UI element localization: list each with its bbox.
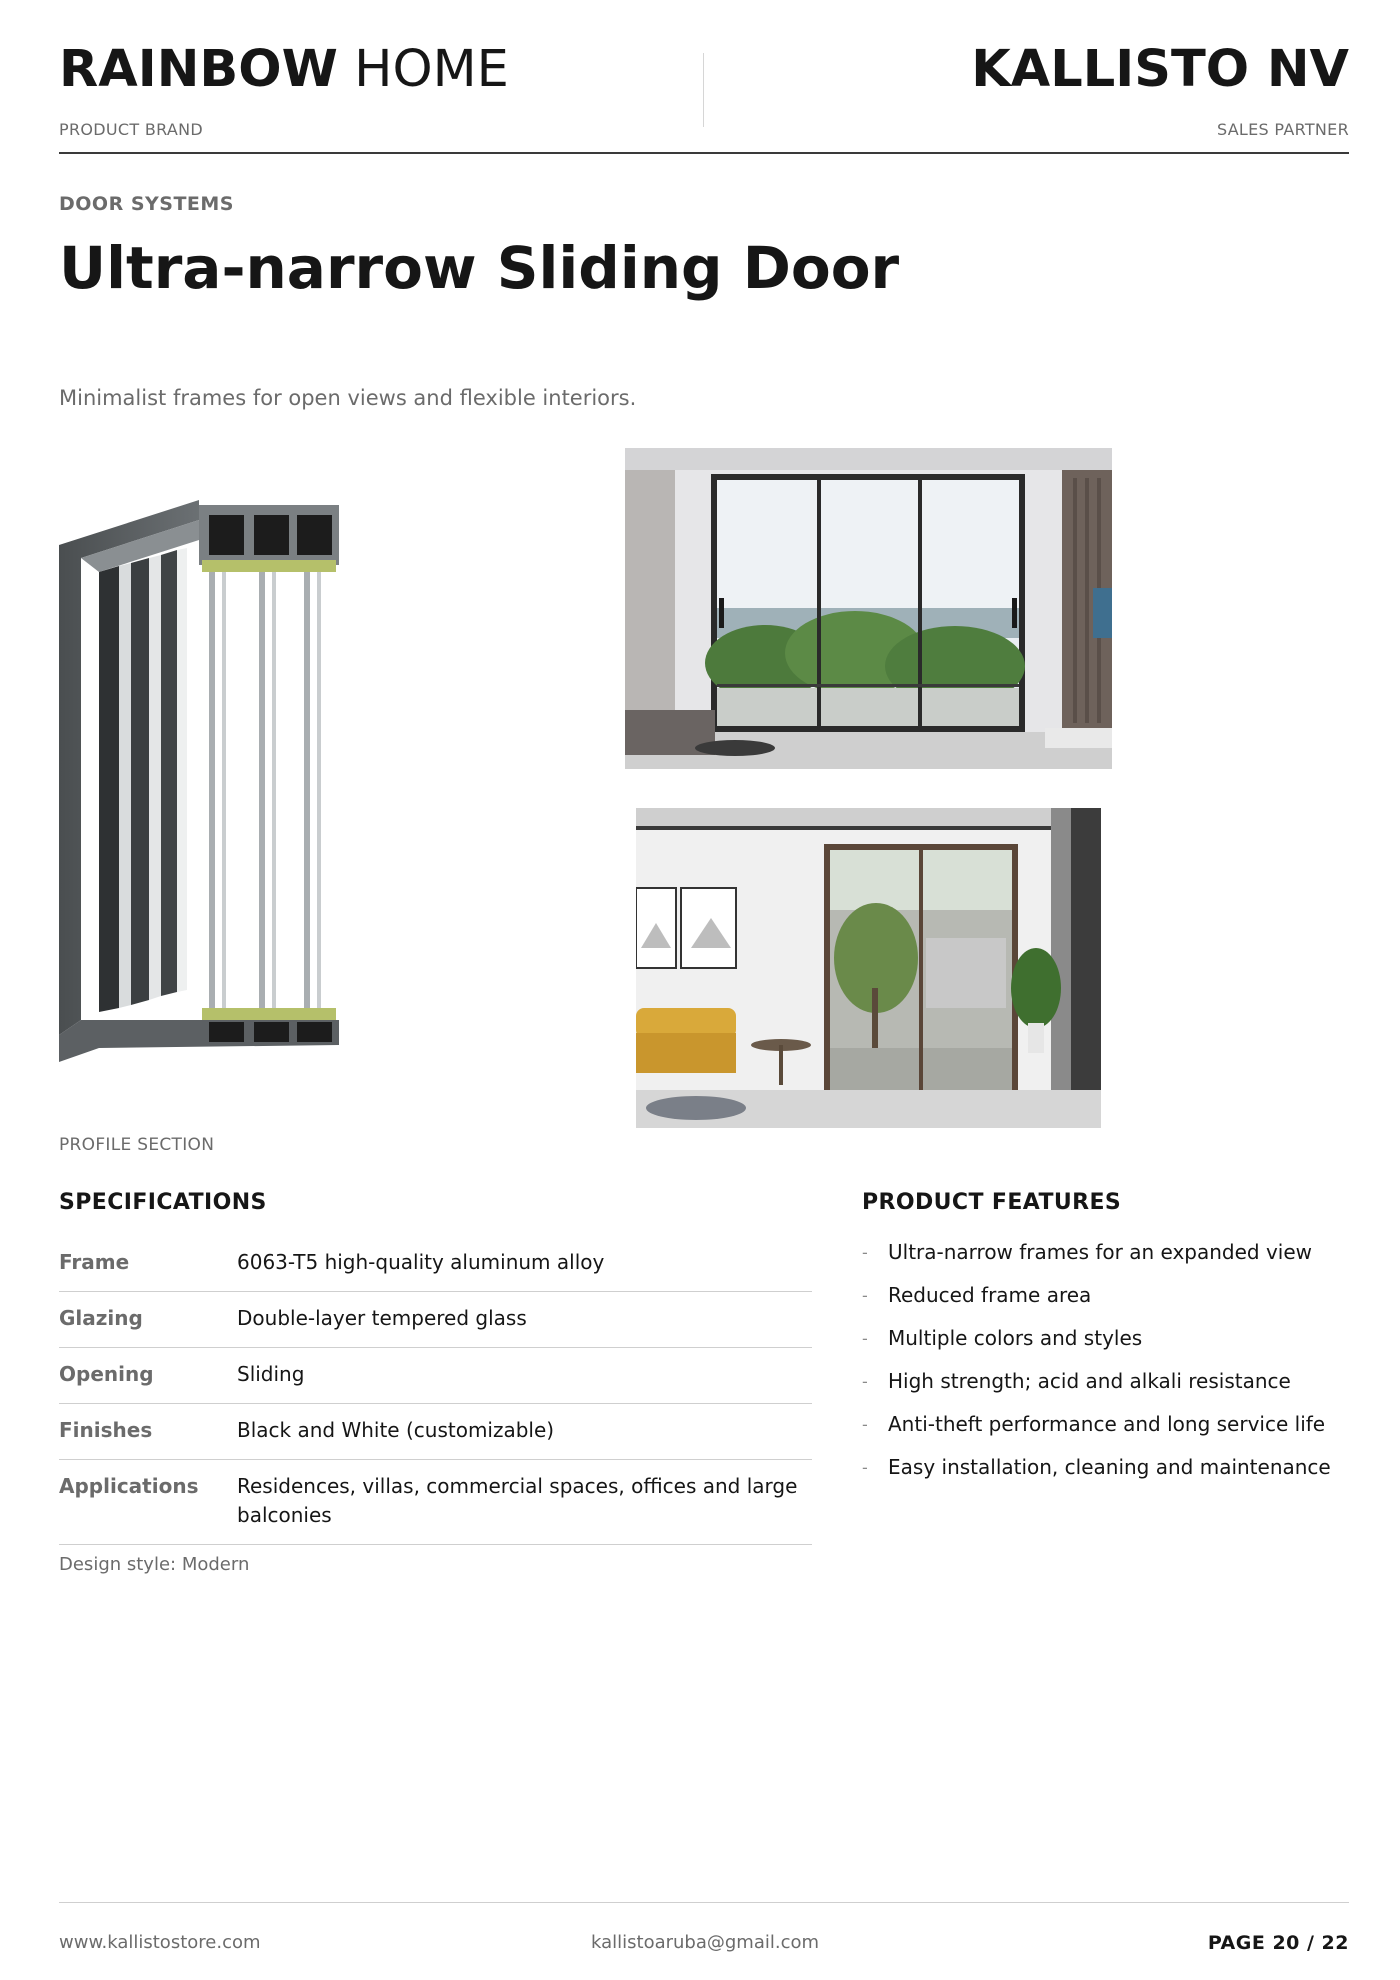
profile-caption: PROFILE SECTION <box>59 1135 215 1155</box>
interior-room-photo <box>636 808 1101 1128</box>
spec-label: Opening <box>59 1362 154 1386</box>
profile-section-image <box>59 500 339 1062</box>
feature-item: - Reduced frame area <box>862 1281 1352 1310</box>
footer-rule <box>59 1902 1349 1903</box>
spec-value: Double-layer tempered glass <box>237 1306 527 1330</box>
features-heading: PRODUCT FEATURES <box>862 1190 1122 1215</box>
feature-item: - High strength; acid and alkali resistance <box>862 1367 1352 1396</box>
spec-label: Frame <box>59 1250 130 1274</box>
spec-value: Residences, villas, commercial spaces, offices and large balconies <box>237 1474 798 1527</box>
feature-item: - Anti-theft performance and long service life <box>862 1410 1352 1439</box>
spec-row-frame <box>59 1236 812 1292</box>
dash-bullet-icon: - <box>862 1415 868 1434</box>
spec-row-applications <box>59 1460 812 1545</box>
page-number: PAGE 20 / 22 <box>1207 1932 1349 1954</box>
dash-bullet-icon: - <box>862 1372 868 1391</box>
spec-value: Black and White (customizable) <box>237 1418 555 1442</box>
features-list <box>862 1238 1352 1496</box>
feature-item: - Easy installation, cleaning and maintenance <box>862 1453 1352 1482</box>
spec-row-glazing <box>59 1292 812 1348</box>
brand-caption: PRODUCT BRAND <box>59 120 204 139</box>
dash-bullet-icon: - <box>862 1458 868 1477</box>
spec-label: Finishes <box>59 1418 153 1442</box>
design-style-note: Design style: Modern <box>59 1554 250 1575</box>
brand-logo: RAINBOW HOME <box>59 40 509 99</box>
specifications-table <box>59 1236 812 1545</box>
spec-row-opening <box>59 1348 812 1404</box>
spec-value: Sliding <box>237 1362 305 1386</box>
header-divider <box>703 53 704 127</box>
footer-website-link[interactable]: www.kallistostore.com <box>59 1932 261 1953</box>
specifications-heading: SPECIFICATIONS <box>59 1190 267 1215</box>
spec-label: Glazing <box>59 1306 143 1330</box>
partner-name: KALLISTO NV <box>971 40 1349 99</box>
dash-bullet-icon: - <box>862 1286 868 1305</box>
dash-bullet-icon: - <box>862 1243 868 1262</box>
product-category: DOOR SYSTEMS <box>59 193 234 215</box>
partner-caption: SALES PARTNER <box>1216 120 1349 139</box>
living-room-photo <box>625 448 1112 769</box>
partner-block <box>971 40 1349 139</box>
brand-block <box>59 40 509 139</box>
dash-bullet-icon: - <box>862 1329 868 1348</box>
product-subtitle: Minimalist frames for open views and flexible interiors. <box>59 386 637 410</box>
feature-item: - Multiple colors and styles <box>862 1324 1352 1353</box>
spec-label: Applications <box>59 1474 199 1498</box>
header-rule <box>59 152 1349 154</box>
footer-email-link[interactable]: kallistoaruba@gmail.com <box>591 1932 820 1953</box>
spec-row-finishes <box>59 1404 812 1460</box>
feature-item: - Ultra-narrow frames for an expanded view <box>862 1238 1352 1267</box>
spec-value: 6063-T5 high-quality aluminum alloy <box>237 1250 605 1274</box>
page-title: Ultra-narrow Sliding Door <box>59 234 900 302</box>
